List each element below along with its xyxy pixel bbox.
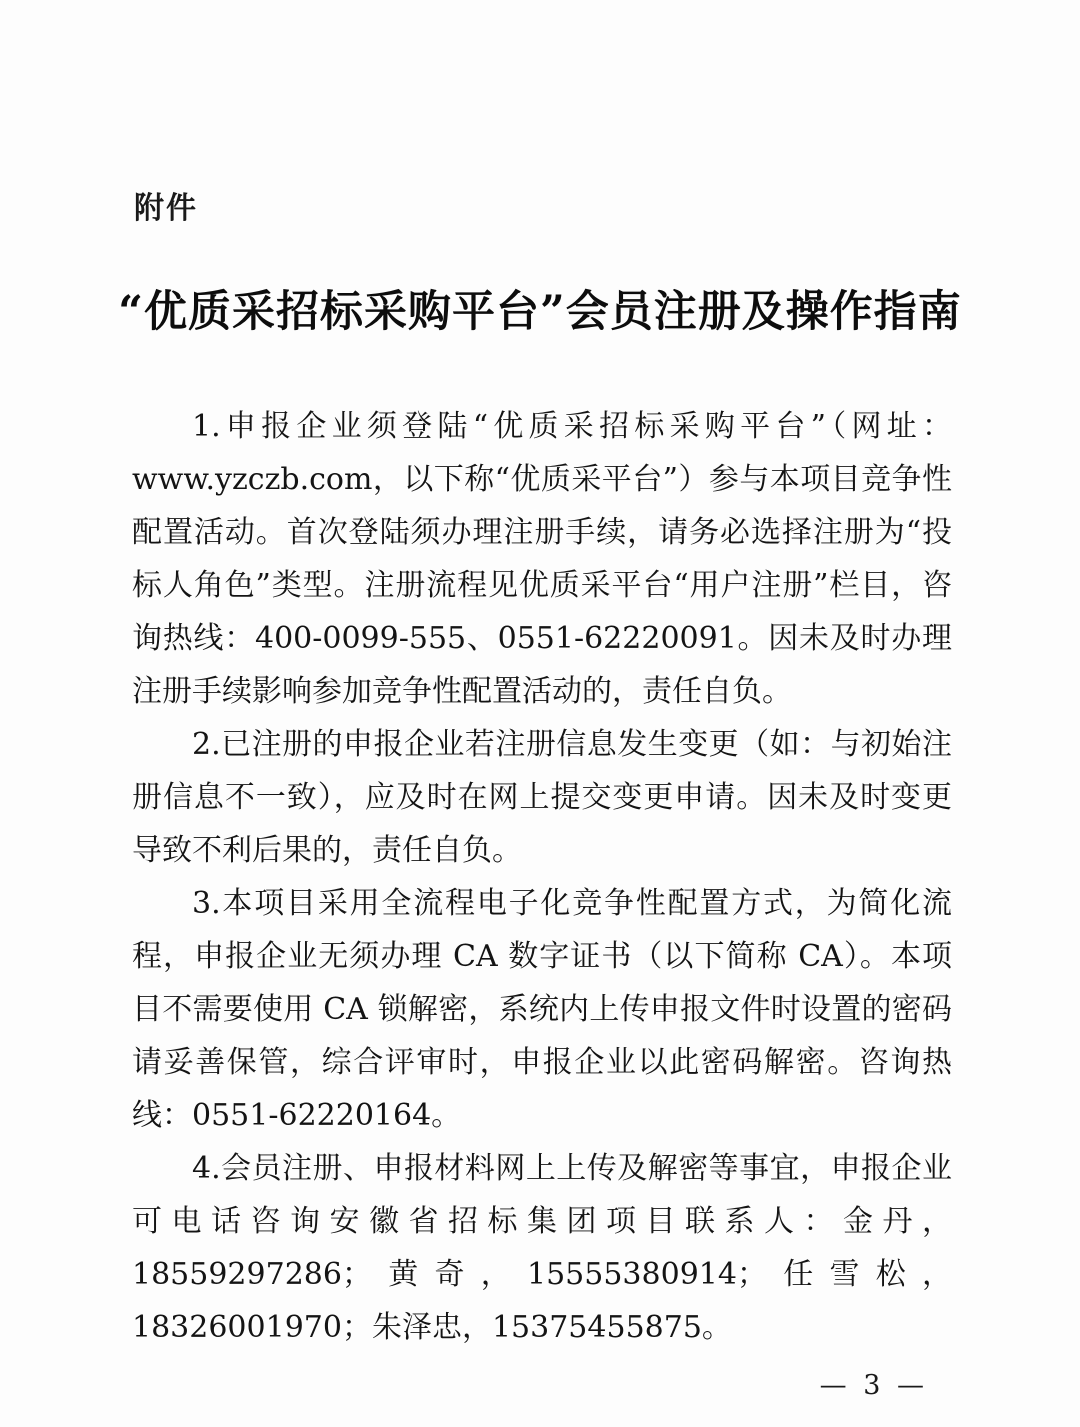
paragraph-ca-certificate: 3.本项目采用全流程电子化竞争性配置方式，为简化流程，申报企业无须办理 CA 数字证书（以下简称 CA）。本项目不需要使用 CA 锁解密，系统内上传申报文件时设置的密码请妥善保管，综合评审时，申报企业以此密码解密。咨询热线：0551-62220164。 [132, 886, 952, 1133]
page-footer [820, 1370, 928, 1401]
paragraph-contacts: 4.会员注册、申报材料网上上传及解密等事宜，申报企业可电话咨询安徽省招标集团项目联系人：金丹，18559297286；黄奇，15555380914；任雪松，18326001970；朱泽忠，15375455875。 [132, 1151, 952, 1345]
page-number: — 3 — [819, 1370, 928, 1401]
attachment-label: 附件 [134, 191, 198, 226]
document-body [132, 400, 952, 1354]
paragraph-registration: 1.申报企业须登陆“优质采招标采购平台”（网址：www.yzczb.com，以下称“优质采平台”）参与本项目竞争性配置活动。首次登陆须办理注册手续，请务必选择注册为“投标人角色”类型。注册流程见优质采平台“用户注册”栏目，咨询热线：400-0099-555、0551-62220091。因未及时办理注册手续影响参加竞争性配置活动的，责任自负。 [132, 409, 952, 709]
document-title: “优质采招标采购平台”会员注册及操作指南 [118, 287, 962, 337]
paragraph-info-change: 2.已注册的申报企业若注册信息发生变更（如：与初始注册信息不一致），应及时在网上提交变更申请。因未及时变更导致不利后果的，责任自负。 [132, 727, 952, 868]
